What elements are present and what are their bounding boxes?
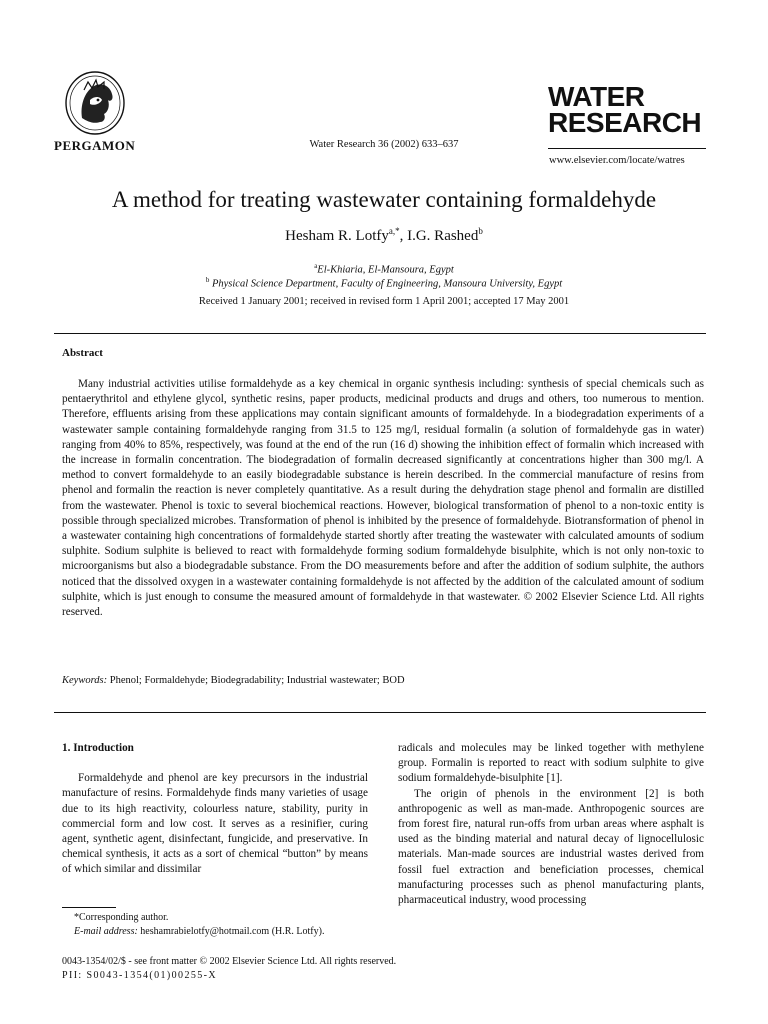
publisher-name: PERGAMON bbox=[54, 138, 136, 153]
header-rule bbox=[548, 148, 706, 149]
footer bbox=[62, 955, 396, 983]
body-paragraph: The origin of phenols in the environment [2] is both anthropogenic as well as man-made. Anthropogenic sources are from forest fire, natural run-offs from urban areas where asphalt is used as the binding material and natural decay of lignocellulosic materials. Man-made sources are industrial wastes derived from fossil fuel extraction and beneficiation processes, chemical manufacturing processes such as phenol manufacturing plants, pharmaceutical industry, wood processing bbox=[398, 787, 704, 907]
keywords-list: Phenol; Formaldehyde; Biodegradability; Industrial wastewater; BOD bbox=[109, 675, 405, 686]
affiliation-text: Physical Science Department, Faculty of Engineering, Mansoura University, Egypt bbox=[211, 278, 563, 290]
body-paragraph: radicals and molecules may be linked together with methylene group. Formalin is reported to react with sodium sulphite to give sodium formaldehyde-bisulphite [1]. bbox=[398, 742, 704, 785]
author-list bbox=[0, 226, 768, 245]
email-address-link[interactable]: heshamrabielotfy@hotmail.com (H.R. Lotfy). bbox=[140, 926, 325, 937]
pii-line: PII: S0043-1354(01)00255-X bbox=[62, 970, 218, 981]
received-dates: Received 1 January 2001; received in revised form 1 April 2001; accepted 17 May 2001 bbox=[198, 296, 570, 307]
abstract-top-rule bbox=[54, 333, 706, 334]
publisher-logo-icon bbox=[64, 70, 126, 136]
author-affiliation-mark: a,* bbox=[388, 226, 400, 236]
footnote bbox=[62, 911, 372, 939]
affiliation-mark: b bbox=[205, 276, 210, 284]
affiliation-a bbox=[0, 262, 768, 276]
abstract-heading: Abstract bbox=[62, 347, 103, 359]
author-name: Hesham R. Lotfy bbox=[285, 228, 389, 244]
body-column-left bbox=[62, 741, 368, 878]
body-column-right bbox=[398, 741, 704, 908]
keywords-label: Keywords: bbox=[62, 675, 108, 686]
abstract-bottom-rule bbox=[54, 712, 706, 713]
journal-url-link[interactable]: www.elsevier.com/locate/watres bbox=[549, 155, 685, 166]
journal-name bbox=[548, 81, 702, 138]
affiliation-mark: a bbox=[314, 262, 318, 270]
corresponding-author-note: *Corresponding author. bbox=[74, 912, 169, 923]
section-heading: 1. Introduction bbox=[62, 742, 134, 754]
abstract-text: Many industrial activities utilise formaldehyde as a key chemical in organic synthesis including: synthesis of special chemicals such as pentaerythritol and ethylene glycol, synthetic resins, paper products, medicinal products and drugs and others, too numerous to mention. Therefore, effluents arising from these applications may contain significant amounts of formaldehyde. In a biodegradation experiments of a wastewater sample containing formaldehyde ranging from 31.5 to 125 mg/l, residual formalin (a solution of formaldehyde gas in water) ranging from 40% to 85%, respectively, was found at the end of the run (16 d) showing the inhibition effect of formalin which increased with the increase in formalin concentration. The biodegradation of formalin decreased significantly at concentrations higher than 300 mg/l. A method to convert formaldehyde to an easily biodegradable substance is herein described. In the commercial manufacture of resins from phenol and formalin the reaction is never completely quantitative. As a result during the dehydration stage phenol and formalin are distilled from the wastewater. Phenol is toxic to several biochemical reactions. However, biological transformation of phenol to a non-toxic entity is possible through specialized microbes. Transformation of phenol is inhibited by the presence of formaldehyde. Biotransformation of phenol in a wastewater containing high concentrations of formaldehyde started shortly after treating the wastewater with calculated amounts of sodium sulphite. Sodium sulphite is believed to react with formaldehyde forming sodium formaldehyde bisulphite, which is not only non-toxic to microorganisms but also a biodegradable substance. From the DO measurements before and after the addition of sodium sulphite, the authors noticed that the dissolved oxygen in a wastewater containing formaldehyde is not affected by the addition of the calculated amount of sodium sulphite, which is just enough to consume the measured amount of formaldehyde in that wastewater. © 2002 Elsevier Science Ltd. All rights reserved. bbox=[62, 378, 704, 619]
journal-name-line1: WATER bbox=[548, 81, 645, 112]
email-label: E-mail address: bbox=[74, 926, 138, 937]
journal-name-line2: RESEARCH bbox=[548, 107, 702, 138]
body-paragraph: Formaldehyde and phenol are key precursors in the industrial manufacture of resins. Formaldehyde finds many varieties of usage due to its high reactivity, colourless nature, stability, purity in commercial form and low cost. It serves as a resinifier, curing agent, synthetic agent, disinfectant, fungicide, and preservative. In chemical synthesis, it acts as a sort of chemical “button” by means of which similar and dissimilar bbox=[62, 772, 368, 876]
email-line bbox=[62, 925, 372, 939]
footnote-rule bbox=[62, 907, 116, 908]
copyright-line: 0043-1354/02/$ - see front matter © 2002 Elsevier Science Ltd. All rights reserved. bbox=[62, 956, 397, 967]
keywords bbox=[62, 675, 405, 686]
affiliation-b bbox=[0, 276, 768, 290]
affiliation-text: El-Khiaria, El-Mansoura, Egypt bbox=[317, 264, 454, 276]
author-affiliation-mark: b bbox=[478, 226, 483, 236]
author-name: , I.G. Rashed bbox=[399, 228, 479, 244]
journal-reference: Water Research 36 (2002) 633–637 bbox=[309, 139, 459, 150]
article-title: A method for treating wastewater containing formaldehyde bbox=[111, 187, 657, 212]
